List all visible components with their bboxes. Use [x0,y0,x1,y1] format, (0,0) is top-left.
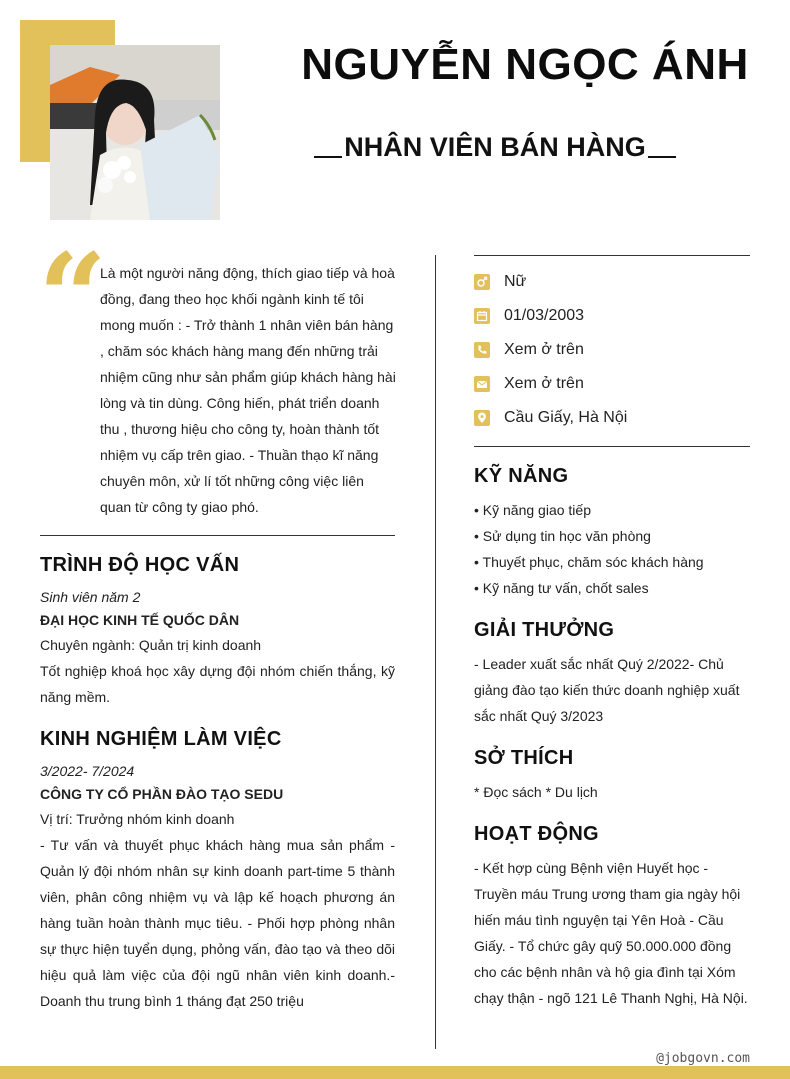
profile-summary: Là một người năng động, thích giao tiếp và hoà đồng, đang theo học khối ngành kinh tế tôi mong muốn : - Trở thành 1 nhân viên bán hàng , chăm sóc khách hàng mang đến những trải nhiệm cũng như sản phẩm giúp khách hàng hài lòng và tin dùng. Công hiến, phát triển doanh thu , thương hiệu cho công ty, hoàn thành tốt nhiệm vụ cấp trên giao. - Thuần thạo kĩ năng chuyên môn, xử lí tốt những công việc liên quan từ công ty giao phó. [100,265,396,515]
column-divider [435,255,436,1049]
location-icon [474,410,490,426]
experience-title: KINH NGHIỆM LÀM VIỆC [40,728,282,750]
awards-title: GIẢI THƯỞNG [474,619,615,641]
list-item: • Sử dụng tin học văn phòng [474,528,651,544]
contact-gender [474,265,750,299]
contact-birthday-value: 01/03/2003 [504,307,585,324]
activities-text: - Kết hợp cùng Bệnh viện Huyết học - Truyền máu Trung ương tham gia ngày hội hiến máu tình nguyện tại Yên Hoà - Cầu Giấy. - Tổ chức gây quỹ 50.000.000 đồng cho các bệnh nhân và hộ gia đình tại Xóm chạy thận - ngõ 121 Lê Thanh Nghị, Hà Nội. [474,860,748,1006]
education-school: ĐẠI HỌC KINH TẾ QUỐC DÂN [40,612,240,628]
candidate-name: NGUYỄN NGỌC ÁNH [301,40,749,89]
role-left-line [314,156,342,158]
contact-email-value: Xem ở trên [504,375,584,392]
contact-phone-value: Xem ở trên [504,341,584,358]
list-item: • Thuyết phục, chăm sóc khách hàng [474,554,704,570]
experience-period: 3/2022- 7/2024 [40,763,135,779]
contact-list [474,265,750,435]
contact-location [474,401,750,435]
role-right-line [648,156,676,158]
skills-list [474,497,754,601]
education-title: TRÌNH ĐỘ HỌC VẤN [40,554,240,576]
experience-position: Vị trí: Trưởng nhóm kinh doanh [40,811,235,827]
quote-icon: “ [38,227,108,368]
hobbies-text: * Đọc sách * Du lịch [474,784,598,800]
contact-location-value: Cầu Giấy, Hà Nội [504,409,628,426]
education-major: Chuyên ngành: Quản trị kinh doanh [40,637,262,653]
profile-photo [50,45,220,220]
experience-company: CÔNG TY CỔ PHẦN ĐÀO TẠO SEDU [40,786,284,802]
gender-icon [474,274,490,290]
footer-watermark: @jobgovn.com [656,1051,750,1066]
role-title: NHÂN VIÊN BÁN HÀNG [344,132,646,162]
contact-gender-value: Nữ [504,273,527,290]
email-icon [474,376,490,392]
contact-email [474,367,750,401]
contact-phone [474,333,750,367]
awards-text: - Leader xuất sắc nhất Quý 2/2022- Chủ giảng đào tạo kiến thức doanh nghiệp xuất sắc nhất Quý 3/2023 [474,656,740,724]
hobbies-title: SỞ THÍCH [474,747,574,769]
list-item: • Kỹ năng giao tiếp [474,502,591,518]
phone-icon [474,342,490,358]
list-item: • Kỹ năng tư vấn, chốt sales [474,580,649,596]
calendar-icon [474,308,490,324]
education-period: Sinh viên năm 2 [40,589,141,605]
contact-birthday [474,299,750,333]
experience-description: - Tư vấn và thuyết phục khách hàng mua sản phẩm - Quản lý đội nhóm nhân sự kinh doanh part-time 5 thành viên, phân công nhiệm vụ và lập kế hoạch phương án hàng tuần hoàn thành mục tiêu. - Phối hợp phòng nhân sự thực hiện tuyển dụng, phỏng vấn, đào tạo và theo dõi hiệu quả làm việc của đội ngũ nhân viên kinh doanh.- Doanh thu trung bình 1 tháng đạt 250 triệu [40,837,395,1009]
footer-bar [0,1066,790,1079]
skills-title: KỸ NĂNG [474,465,569,487]
education-note: Tốt nghiệp khoá học xây dựng đội nhóm chiến thắng, kỹ năng mềm. [40,663,395,705]
candidate-role [300,132,690,163]
activities-title: HOẠT ĐỘNG [474,823,599,845]
summary-divider [40,535,395,536]
contact-bottom-divider [474,446,750,447]
contact-top-divider [474,255,750,256]
